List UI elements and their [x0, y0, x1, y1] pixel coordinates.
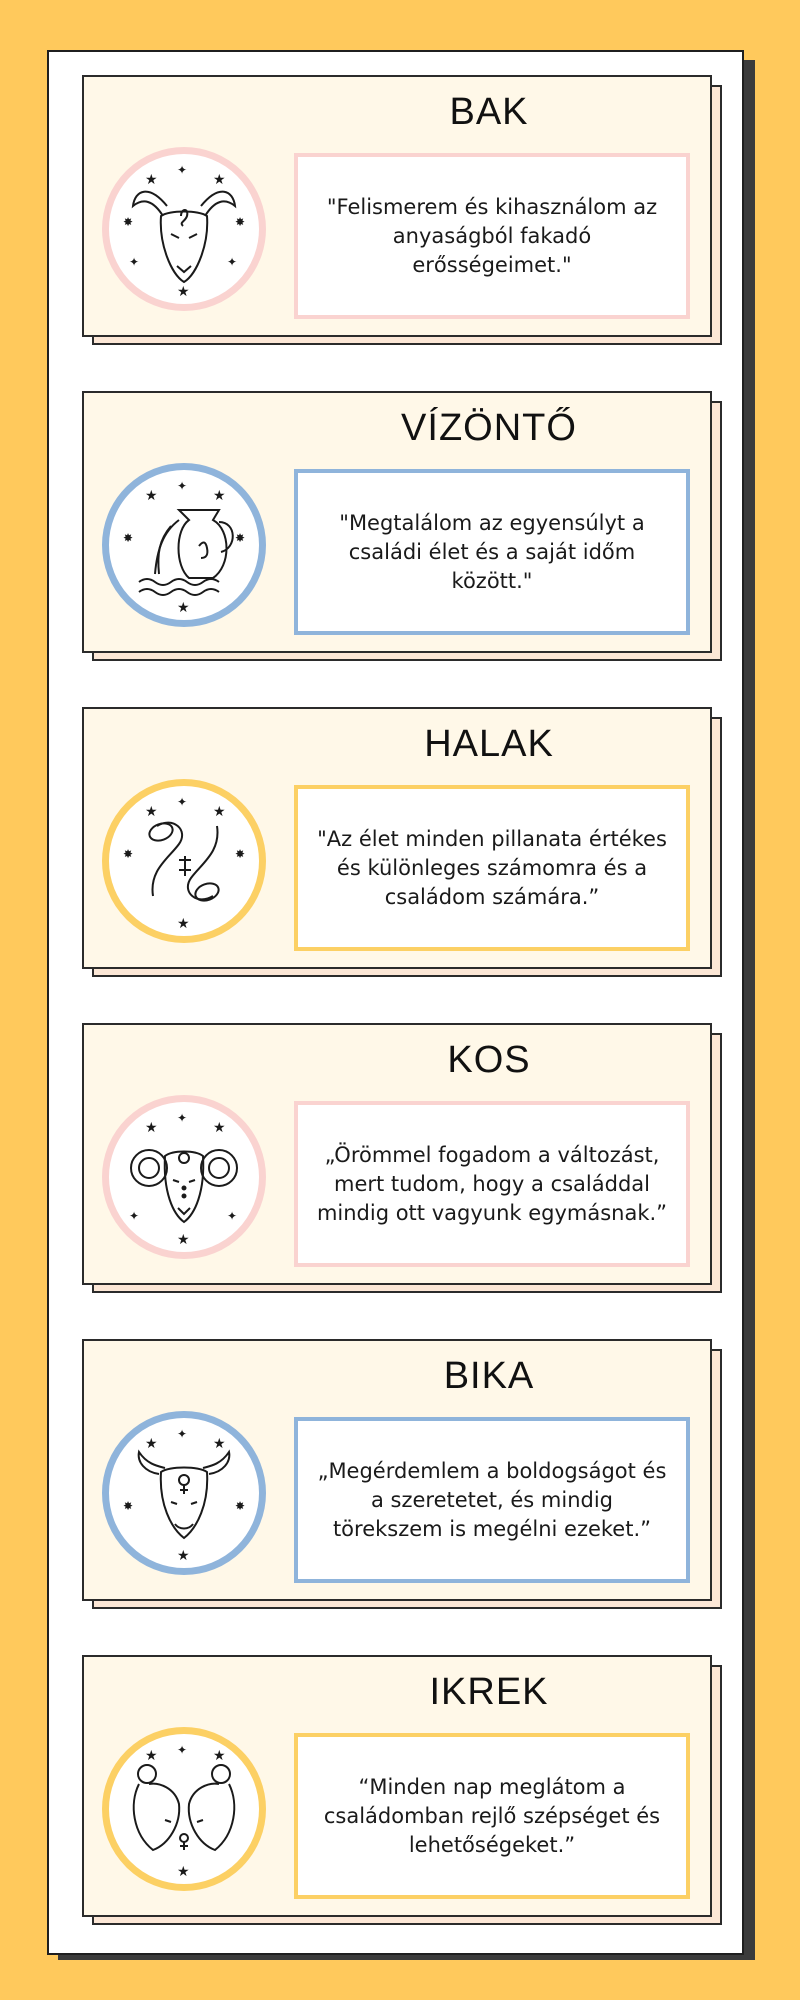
svg-text:★: ★	[177, 915, 190, 931]
card-face	[82, 707, 712, 969]
svg-text:✦: ✦	[227, 1209, 238, 1223]
sign-title: BIKA	[443, 1355, 535, 1397]
svg-text:★: ★	[145, 1747, 158, 1763]
svg-text:✸: ✸	[235, 531, 246, 545]
card-face	[82, 75, 712, 337]
svg-text:★: ★	[213, 1747, 226, 1763]
affirmation-text: “Minden nap meglátom a családomban rejlő szépséget és lehetőségeket.”	[323, 1774, 661, 1857]
sign-title: IKREK	[429, 1671, 549, 1713]
svg-text:✸: ✸	[235, 1499, 246, 1513]
affirmation-box	[294, 469, 690, 635]
card-face	[82, 1655, 712, 1917]
svg-text:✦: ✦	[177, 479, 188, 493]
card-face	[82, 1339, 712, 1601]
sign-title: HALAK	[424, 723, 554, 765]
svg-text:★: ★	[177, 283, 190, 299]
svg-text:★: ★	[177, 1547, 190, 1563]
aquarius-water-jar-icon	[102, 463, 266, 627]
affirmation-box	[294, 1733, 690, 1899]
affirmation-box	[294, 153, 690, 319]
zodiac-card-bak	[82, 75, 722, 345]
svg-text:★: ★	[177, 599, 190, 615]
affirmation-text: "Megtalálom az egyensúlyt a családi élet és a saját időm között."	[339, 510, 645, 593]
svg-text:✦: ✦	[177, 163, 188, 177]
svg-text:✸: ✸	[123, 847, 134, 861]
svg-text:★: ★	[213, 1435, 226, 1451]
svg-text:★: ★	[145, 1435, 158, 1451]
zodiac-card-bika	[82, 1339, 722, 1609]
svg-text:★: ★	[145, 487, 158, 503]
svg-text:✦: ✦	[177, 1111, 188, 1125]
svg-text:✦: ✦	[177, 795, 188, 809]
zodiac-card-halak	[82, 707, 722, 977]
svg-text:★: ★	[213, 171, 226, 187]
pisces-fish-icon	[102, 779, 266, 943]
svg-text:✸: ✸	[235, 847, 246, 861]
card-face	[82, 391, 712, 653]
sign-title: KOS	[447, 1039, 531, 1081]
svg-text:✦: ✦	[177, 1743, 188, 1757]
affirmation-text: „Megérdemlem a boldogságot és a szeretetet, és mindig törekszem is megélni ezeket.”	[317, 1458, 667, 1541]
svg-text:★: ★	[145, 1119, 158, 1135]
capricorn-goat-icon	[102, 147, 266, 311]
affirmation-text: "Az élet minden pillanata értékes és különleges számomra és a családom számára.”	[317, 826, 667, 909]
svg-text:★: ★	[213, 487, 226, 503]
svg-text:✦: ✦	[177, 1427, 188, 1441]
sign-title: BAK	[449, 91, 529, 133]
svg-text:✦: ✦	[227, 255, 238, 269]
zodiac-card-kos	[82, 1023, 722, 1293]
zodiac-card-ikrek	[82, 1655, 722, 1925]
svg-text:✸: ✸	[123, 1499, 134, 1513]
svg-text:★: ★	[177, 1231, 190, 1247]
aries-ram-icon	[102, 1095, 266, 1259]
affirmation-text: "Felismerem és kihasználom az anyaságból fakadó erősségeimet."	[326, 194, 658, 277]
svg-text:✸: ✸	[123, 215, 134, 229]
affirmation-box	[294, 1417, 690, 1583]
svg-text:✸: ✸	[235, 215, 246, 229]
card-face	[82, 1023, 712, 1285]
zodiac-card-vizonto	[82, 391, 722, 661]
gemini-twins-icon	[102, 1727, 266, 1891]
affirmation-box	[294, 1101, 690, 1267]
svg-text:✦: ✦	[129, 1209, 140, 1223]
svg-text:✦: ✦	[129, 255, 140, 269]
svg-text:★: ★	[213, 803, 226, 819]
sign-title: VÍZÖNTŐ	[401, 407, 577, 449]
affirmation-text: „Örömmel fogadom a változást, mert tudom, hogy a családdal mindig ott vagyunk egymásnak.”	[316, 1142, 668, 1225]
taurus-bull-icon	[102, 1411, 266, 1575]
svg-text:★: ★	[145, 171, 158, 187]
svg-text:★: ★	[177, 1863, 190, 1879]
svg-text:✸: ✸	[123, 531, 134, 545]
svg-text:★: ★	[213, 1119, 226, 1135]
affirmation-box	[294, 785, 690, 951]
svg-text:★: ★	[145, 803, 158, 819]
